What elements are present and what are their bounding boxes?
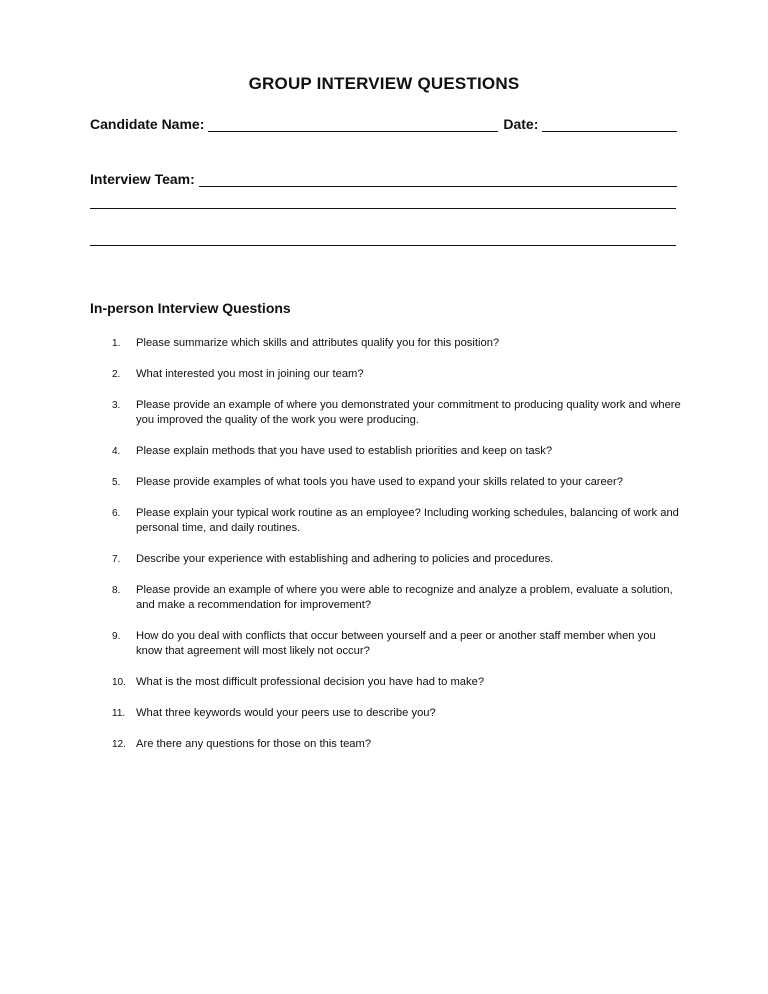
question-item xyxy=(108,737,683,752)
interview-team-blank-line-2[interactable] xyxy=(90,208,676,209)
question-item xyxy=(108,675,683,690)
question-number: 3. xyxy=(112,400,121,411)
question-text: Please summarize which skills and attributes qualify you for this position? xyxy=(136,337,500,349)
question-text: How do you deal with conflicts that occur between yourself and a peer or another staff member when you know that agreement will most likely not occur? xyxy=(136,630,656,657)
page-title: GROUP INTERVIEW QUESTIONS xyxy=(248,74,520,93)
interview-team-row xyxy=(90,171,677,187)
question-text: What three keywords would your peers use to describe you? xyxy=(136,707,436,719)
question-number: 7. xyxy=(112,554,121,565)
interview-team-blank-line-3[interactable] xyxy=(90,245,676,246)
question-number: 11. xyxy=(112,708,126,719)
question-item xyxy=(108,398,683,428)
question-number: 4. xyxy=(112,446,121,457)
interview-team-label: Interview Team: xyxy=(90,171,195,187)
interview-team-blank[interactable] xyxy=(199,171,677,187)
question-list xyxy=(108,336,683,768)
date-blank[interactable] xyxy=(542,116,677,132)
question-number: 5. xyxy=(112,477,121,488)
question-item xyxy=(108,336,683,351)
question-text: Please provide an example of where you demonstrated your commitment to producing quality work and where you improved the quality of the work you were producing. xyxy=(136,399,681,426)
question-text: What is the most difficult professional decision you have had to make? xyxy=(136,676,485,688)
question-text: Please explain methods that you have used to establish priorities and keep on task? xyxy=(136,445,553,457)
section-heading: In-person Interview Questions xyxy=(90,300,291,316)
candidate-name-label: Candidate Name: xyxy=(90,116,205,132)
question-number: 6. xyxy=(112,508,121,519)
question-number: 2. xyxy=(112,369,121,380)
question-item xyxy=(108,367,683,382)
date-label: Date: xyxy=(503,116,539,132)
question-text: Describe your experience with establishing and adhering to policies and procedures. xyxy=(136,553,554,565)
question-item xyxy=(108,475,683,490)
question-text: Are there any questions for those on this team? xyxy=(136,738,372,750)
question-item xyxy=(108,629,683,659)
question-text: Please explain your typical work routine as an employee? Including working schedules, balancing of work and personal time, and daily routines. xyxy=(136,507,679,534)
candidate-name-blank[interactable] xyxy=(208,116,498,132)
question-item xyxy=(108,706,683,721)
question-text: What interested you most in joining our team? xyxy=(136,368,364,380)
question-number: 1. xyxy=(112,338,121,349)
question-number: 8. xyxy=(112,585,121,596)
question-item xyxy=(108,583,683,613)
question-number: 12. xyxy=(112,739,126,750)
candidate-date-row xyxy=(90,116,677,132)
question-number: 10. xyxy=(112,677,126,688)
question-item xyxy=(108,444,683,459)
question-text: Please provide examples of what tools you have used to expand your skills related to your career? xyxy=(136,476,623,488)
question-number: 9. xyxy=(112,631,121,642)
question-text: Please provide an example of where you were able to recognize and analyze a problem, evaluate a solution, and make a recommendation for improvement? xyxy=(136,584,673,611)
question-item xyxy=(108,506,683,536)
question-item xyxy=(108,552,683,567)
